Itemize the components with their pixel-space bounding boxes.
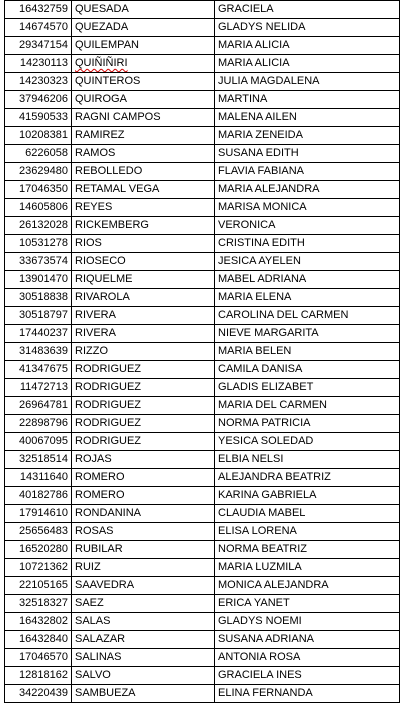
given-name-cell-text: SUSANA ADRIANA: [218, 633, 314, 645]
surname-cell: [72, 541, 215, 559]
surname-cell: [72, 613, 215, 631]
id-cell-text: 10721362: [19, 561, 68, 573]
given-name-cell: [215, 631, 400, 649]
table-row: [5, 559, 400, 577]
given-name-cell-text: MARIA ALICIA: [218, 39, 290, 51]
table-row: [5, 163, 400, 181]
id-cell-text: 40182786: [19, 489, 68, 501]
given-name-cell: [215, 343, 400, 361]
id-cell: [5, 667, 72, 685]
name-list-table: [4, 0, 400, 703]
given-name-cell-text: ERICA YANET: [218, 597, 290, 609]
table-row: [5, 127, 400, 145]
table-row: [5, 451, 400, 469]
surname-cell-text: RODRIGUEZ: [75, 399, 141, 411]
id-cell-text: 17440237: [19, 327, 68, 339]
id-cell: [5, 361, 72, 379]
id-cell-text: 14605806: [19, 201, 68, 213]
id-cell: [5, 451, 72, 469]
table-row: [5, 577, 400, 595]
surname-cell: [72, 649, 215, 667]
given-name-cell: [215, 145, 400, 163]
table-row: [5, 235, 400, 253]
given-name-cell: [215, 451, 400, 469]
surname-cell-text: SALINAS: [75, 651, 122, 663]
id-cell: [5, 433, 72, 451]
id-cell: [5, 163, 72, 181]
id-cell: [5, 595, 72, 613]
id-cell-text: 34220439: [19, 687, 68, 699]
id-cell: [5, 55, 72, 73]
surname-cell-text: RIOS: [75, 237, 102, 249]
given-name-cell: [215, 487, 400, 505]
surname-cell-text: RAMIREZ: [75, 129, 125, 141]
id-cell: [5, 523, 72, 541]
id-cell-text: 16432840: [19, 633, 68, 645]
id-cell-text: 12818162: [19, 669, 68, 681]
given-name-cell: [215, 91, 400, 109]
table-row: [5, 217, 400, 235]
id-cell: [5, 469, 72, 487]
table-row: [5, 253, 400, 271]
surname-cell-text: REBOLLEDO: [75, 165, 143, 177]
given-name-cell-text: MARIA ELENA: [218, 291, 292, 303]
given-name-cell: [215, 199, 400, 217]
id-cell-text: 17046350: [19, 183, 68, 195]
surname-cell: [72, 631, 215, 649]
surname-cell: [72, 1, 215, 19]
given-name-cell: [215, 73, 400, 91]
surname-cell-text: SALVO: [75, 669, 111, 681]
table-row: [5, 613, 400, 631]
surname-cell: [72, 397, 215, 415]
id-cell-text: 13901470: [19, 273, 68, 285]
given-name-cell-text: GLADIS ELIZABET: [218, 381, 314, 393]
surname-cell-text: RIVAROLA: [75, 291, 130, 303]
given-name-cell-text: ANTONIA ROSA: [218, 651, 301, 663]
surname-cell: [72, 163, 215, 181]
surname-cell: [72, 109, 215, 127]
given-name-cell-text: GLADYS NELIDA: [218, 21, 306, 33]
given-name-cell-text: GLADYS NOEMI: [218, 615, 302, 627]
id-cell: [5, 343, 72, 361]
id-cell-text: 41347675: [19, 363, 68, 375]
given-name-cell: [215, 127, 400, 145]
given-name-cell-text: GRACIELA INES: [218, 669, 302, 681]
table-row: [5, 397, 400, 415]
surname-cell: [72, 307, 215, 325]
given-name-cell: [215, 505, 400, 523]
id-cell: [5, 325, 72, 343]
surname-cell: [72, 181, 215, 199]
given-name-cell: [215, 325, 400, 343]
id-cell: [5, 19, 72, 37]
surname-cell: [72, 451, 215, 469]
given-name-cell: [215, 415, 400, 433]
surname-cell: [72, 91, 215, 109]
id-cell: [5, 505, 72, 523]
given-name-cell-text: KARINA GABRIELA: [218, 489, 317, 501]
table-row: [5, 91, 400, 109]
given-name-cell: [215, 163, 400, 181]
table-row: [5, 19, 400, 37]
table-row: [5, 199, 400, 217]
given-name-cell: [215, 361, 400, 379]
id-cell: [5, 253, 72, 271]
id-cell: [5, 127, 72, 145]
id-cell-text: 16520280: [19, 543, 68, 555]
surname-cell: [72, 487, 215, 505]
table-row: [5, 685, 400, 703]
table-row: [5, 109, 400, 127]
surname-cell: [72, 433, 215, 451]
table-row: [5, 307, 400, 325]
surname-cell-text: REYES: [75, 201, 113, 213]
table-row: [5, 433, 400, 451]
surname-cell: [72, 271, 215, 289]
given-name-cell: [215, 307, 400, 325]
surname-cell: [72, 523, 215, 541]
given-name-cell-text: MARIA ALEJANDRA: [218, 183, 320, 195]
given-name-cell-text: GRACIELA: [218, 3, 274, 15]
surname-cell-text: RODRIGUEZ: [75, 435, 141, 447]
id-cell-text: 14311640: [19, 471, 68, 483]
given-name-cell-text: SUSANA EDITH: [218, 147, 299, 159]
table-row: [5, 145, 400, 163]
given-name-cell-text: MABEL ADRIANA: [218, 273, 307, 285]
id-cell-text: 32518327: [19, 597, 68, 609]
surname-cell-text: RUIZ: [75, 561, 101, 573]
surname-cell-text: QUEZADA: [75, 21, 129, 33]
given-name-cell-text: MARIA ALICIA: [218, 57, 290, 69]
surname-cell: [72, 73, 215, 91]
id-cell-text: 23629480: [19, 165, 68, 177]
id-cell: [5, 73, 72, 91]
surname-cell-text: RIVERA: [75, 327, 116, 339]
table-body: [5, 1, 400, 703]
given-name-cell-text: ELINA FERNANDA: [218, 687, 313, 699]
given-name-cell-text: MALENA AILEN: [218, 111, 297, 123]
given-name-cell-text: CAROLINA DEL CARMEN: [218, 309, 349, 321]
id-cell: [5, 271, 72, 289]
surname-cell-text: RAMOS: [75, 147, 116, 159]
id-cell: [5, 109, 72, 127]
given-name-cell: [215, 649, 400, 667]
surname-cell: [72, 685, 215, 703]
surname-cell-text: RUBILAR: [75, 543, 123, 555]
id-cell: [5, 289, 72, 307]
given-name-cell: [215, 217, 400, 235]
surname-cell-text: SAEZ: [75, 597, 104, 609]
surname-cell: [72, 37, 215, 55]
id-cell: [5, 181, 72, 199]
table-row: [5, 505, 400, 523]
surname-cell: [72, 325, 215, 343]
given-name-cell-text: MARIA BELEN: [218, 345, 292, 357]
surname-cell: [72, 145, 215, 163]
table-row: [5, 469, 400, 487]
given-name-cell: [215, 577, 400, 595]
given-name-cell-text: ELISA LORENA: [218, 525, 297, 537]
id-cell: [5, 379, 72, 397]
id-cell-text: 22898796: [19, 417, 68, 429]
table-row: [5, 55, 400, 73]
id-cell-text: 6226058: [25, 147, 68, 159]
id-cell-text: 25656483: [19, 525, 68, 537]
id-cell-text: 10208381: [19, 129, 68, 141]
given-name-cell-text: MARISA MONICA: [218, 201, 307, 213]
id-cell-text: 17046570: [19, 651, 68, 663]
id-cell-text: 16432802: [19, 615, 68, 627]
given-name-cell-text: CAMILA DANISA: [218, 363, 303, 375]
id-cell: [5, 235, 72, 253]
given-name-cell-text: MARIA DEL CARMEN: [218, 399, 328, 411]
id-cell-text: 30518838: [19, 291, 68, 303]
given-name-cell: [215, 667, 400, 685]
surname-cell-text: RODRIGUEZ: [75, 381, 141, 393]
id-cell-text: 11472713: [19, 381, 68, 393]
given-name-cell: [215, 253, 400, 271]
id-cell: [5, 1, 72, 19]
id-cell-text: 30518797: [19, 309, 68, 321]
id-cell: [5, 649, 72, 667]
surname-cell-text: RICKEMBERG: [75, 219, 149, 231]
table-row: [5, 343, 400, 361]
id-cell: [5, 685, 72, 703]
surname-cell-text: RETAMAL VEGA: [75, 183, 160, 195]
surname-cell-text: SAMBUEZA: [75, 687, 136, 699]
surname-cell-text: SAAVEDRA: [75, 579, 135, 591]
table-row: [5, 37, 400, 55]
id-cell: [5, 613, 72, 631]
given-name-cell: [215, 595, 400, 613]
surname-cell-text: QUILEMPAN: [75, 39, 139, 51]
id-cell: [5, 559, 72, 577]
surname-cell: [72, 127, 215, 145]
given-name-cell: [215, 541, 400, 559]
id-cell-text: 10531278: [19, 237, 68, 249]
given-name-cell-text: VERONICA: [218, 219, 276, 231]
given-name-cell: [215, 271, 400, 289]
surname-cell-text: QUIROGA: [75, 93, 127, 105]
surname-cell-text: RONDANINA: [75, 507, 142, 519]
id-cell: [5, 631, 72, 649]
given-name-cell-text: YESICA SOLEDAD: [218, 435, 314, 447]
given-name-cell: [215, 109, 400, 127]
id-cell-text: 40067095: [19, 435, 68, 447]
table-row: [5, 289, 400, 307]
given-name-cell: [215, 685, 400, 703]
given-name-cell-text: NORMA PATRICIA: [218, 417, 311, 429]
given-name-cell-text: NIEVE MARGARITA: [218, 327, 319, 339]
given-name-cell-text: CLAUDIA MABEL: [218, 507, 306, 519]
surname-cell: [72, 559, 215, 577]
surname-cell-text: RIVERA: [75, 309, 116, 321]
table-row: [5, 361, 400, 379]
given-name-cell: [215, 379, 400, 397]
table-row: [5, 631, 400, 649]
given-name-cell: [215, 19, 400, 37]
id-cell: [5, 397, 72, 415]
id-cell-text: 37946206: [19, 93, 68, 105]
surname-cell: [72, 55, 215, 73]
given-name-cell: [215, 55, 400, 73]
id-cell: [5, 217, 72, 235]
surname-cell-text: SALAZAR: [75, 633, 126, 645]
surname-cell-text: RODRIGUEZ: [75, 363, 141, 375]
surname-cell: [72, 199, 215, 217]
surname-cell-text: ROSAS: [75, 525, 114, 537]
surname-cell-text: RODRIGUEZ: [75, 417, 141, 429]
given-name-cell-text: ELBIA NELSI: [218, 453, 284, 465]
table-row: [5, 73, 400, 91]
given-name-cell: [215, 397, 400, 415]
surname-cell: [72, 505, 215, 523]
id-cell-text: 32518514: [19, 453, 68, 465]
id-cell-text: 14230323: [19, 75, 68, 87]
table-row: [5, 325, 400, 343]
surname-cell: [72, 577, 215, 595]
id-cell: [5, 145, 72, 163]
given-name-cell: [215, 289, 400, 307]
surname-cell-text: QUINTEROS: [75, 75, 141, 87]
surname-cell-text: SALAS: [75, 615, 111, 627]
table-row: [5, 487, 400, 505]
id-cell-text: 31483639: [19, 345, 68, 357]
surname-cell: [72, 469, 215, 487]
surname-cell: [72, 361, 215, 379]
surname-cell: [72, 415, 215, 433]
given-name-cell-text: NORMA BEATRIZ: [218, 543, 308, 555]
surname-cell-text: ROJAS: [75, 453, 112, 465]
table-row: [5, 667, 400, 685]
id-cell: [5, 307, 72, 325]
id-cell-text: 29347154: [19, 39, 68, 51]
given-name-cell: [215, 613, 400, 631]
given-name-cell-text: JULIA MAGDALENA: [218, 75, 320, 87]
given-name-cell: [215, 37, 400, 55]
table-row: [5, 415, 400, 433]
id-cell-text: 33673574: [19, 255, 68, 267]
id-cell: [5, 487, 72, 505]
surname-cell-text: RIOSECO: [75, 255, 126, 267]
id-cell-text: 22105165: [19, 579, 68, 591]
surname-cell-text: QUESADA: [75, 3, 129, 15]
given-name-cell: [215, 433, 400, 451]
id-cell: [5, 541, 72, 559]
id-cell: [5, 91, 72, 109]
table-row: [5, 271, 400, 289]
given-name-cell-text: MARIA ZENEIDA: [218, 129, 303, 141]
id-cell-text: 16432759: [19, 3, 68, 15]
surname-cell-text: ROMERO: [75, 489, 125, 501]
surname-cell: [72, 235, 215, 253]
given-name-cell-text: MARIA LUZMILA: [218, 561, 302, 573]
surname-cell-text: RIZZO: [75, 345, 108, 357]
id-cell: [5, 199, 72, 217]
surname-cell-text: ROMERO: [75, 471, 125, 483]
surname-cell: [72, 379, 215, 397]
id-cell: [5, 577, 72, 595]
surname-cell: [72, 253, 215, 271]
id-cell-text: 17914610: [19, 507, 68, 519]
id-cell-text: 26964781: [19, 399, 68, 411]
given-name-cell-text: MARTINA: [218, 93, 268, 105]
id-cell: [5, 415, 72, 433]
given-name-cell-text: JESICA AYELEN: [218, 255, 301, 267]
id-cell-text: 41590533: [19, 111, 68, 123]
given-name-cell: [215, 559, 400, 577]
surname-cell: [72, 667, 215, 685]
id-cell-text: 14230113: [19, 57, 68, 69]
surname-cell: [72, 595, 215, 613]
id-cell-text: 26132028: [19, 219, 68, 231]
table-row: [5, 181, 400, 199]
surname-cell: [72, 19, 215, 37]
given-name-cell-text: FLAVIA FABIANA: [218, 165, 304, 177]
given-name-cell: [215, 523, 400, 541]
given-name-cell-text: CRISTINA EDITH: [218, 237, 305, 249]
id-cell: [5, 37, 72, 55]
table-row: [5, 595, 400, 613]
given-name-cell: [215, 469, 400, 487]
given-name-cell: [215, 235, 400, 253]
table-row: [5, 379, 400, 397]
surname-cell: [72, 289, 215, 307]
given-name-cell: [215, 181, 400, 199]
surname-cell-text: RIQUELME: [75, 273, 133, 285]
id-cell-text: 14674570: [19, 21, 68, 33]
surname-cell: [72, 217, 215, 235]
surname-cell-text: QUIÑIÑIRI: [75, 57, 128, 69]
table-row: [5, 1, 400, 19]
surname-cell-text: RAGNI CAMPOS: [75, 111, 161, 123]
given-name-cell-text: MONICA ALEJANDRA: [218, 579, 329, 591]
table-row: [5, 541, 400, 559]
table-row: [5, 523, 400, 541]
table-row: [5, 649, 400, 667]
given-name-cell-text: ALEJANDRA BEATRIZ: [218, 471, 331, 483]
given-name-cell: [215, 1, 400, 19]
surname-cell: [72, 343, 215, 361]
